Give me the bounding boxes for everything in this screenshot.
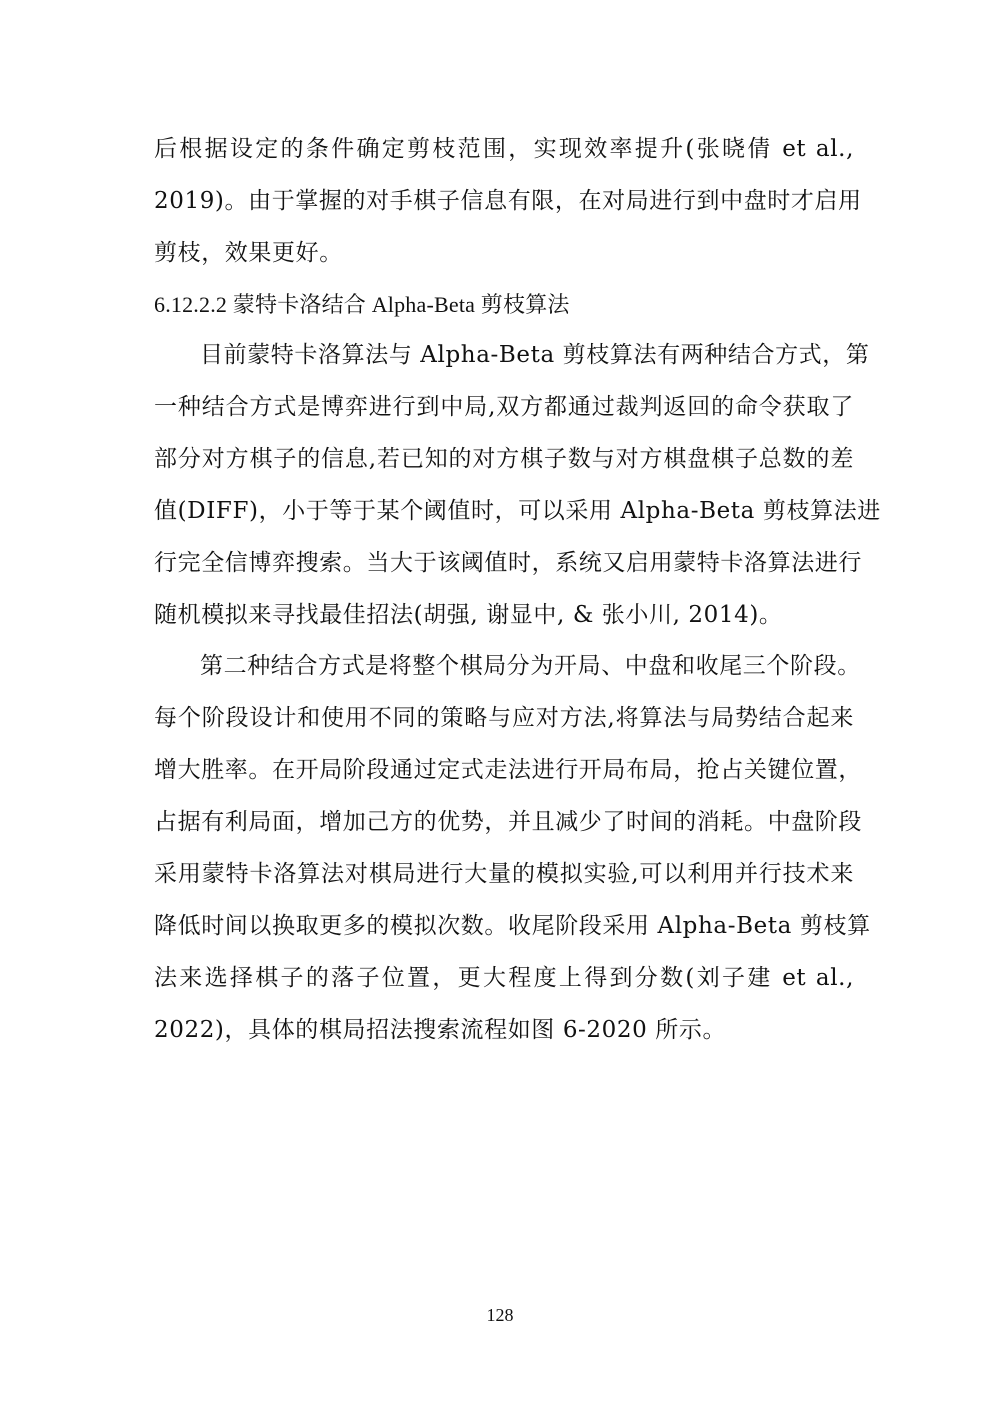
- section-heading: 6.12.2.2 蒙特卡洛结合 Alpha-Beta 剪枝算法: [154, 292, 570, 317]
- paragraph-2-line-3: 增大胜率。在开局阶段通过定式走法进行开局布局，抢占关键位置，: [154, 757, 862, 783]
- paragraph-2-line-2: 每个阶段设计和使用不同的策略与应对方法,将算法与局势结合起来: [154, 705, 854, 731]
- paragraph-1-line-5: 行完全信博弈搜索。当大于该阈值时，系统又启用蒙特卡洛算法进行: [154, 550, 862, 576]
- paragraph-2-line-5: 采用蒙特卡洛算法对棋局进行大量的模拟实验,可以利用并行技术来: [154, 861, 854, 887]
- paragraph-1-line-4: 值(DIFF)，小于等于某个阈值时，可以采用 Alpha-Beta 剪枝算法进: [154, 498, 881, 524]
- paragraph-2-line-1: 第二种结合方式是将整个棋局分为开局、中盘和收尾三个阶段。: [200, 653, 861, 679]
- paragraph-1-line-2: 一种结合方式是博弈进行到中局,双方都通过裁判返回的命令获取了: [154, 394, 854, 420]
- intro-line-2: 2019)。由于掌握的对手棋子信息有限，在对局进行到中盘时才启用: [154, 188, 862, 214]
- intro-line-1: 后根据设定的条件确定剪枝范围，实现效率提升(张晓倩 et al.,: [154, 136, 854, 162]
- page-number: 128: [486, 1305, 514, 1325]
- intro-line-3: 剪枝，效果更好。: [154, 240, 343, 266]
- paragraph-2-line-6: 降低时间以换取更多的模拟次数。收尾阶段采用 Alpha-Beta 剪枝算: [154, 913, 871, 939]
- paragraph-2-line-7: 法来选择棋子的落子位置，更大程度上得到分数(刘子建 et al.,: [154, 965, 854, 991]
- paragraph-1-line-6: 随机模拟来寻找最佳招法(胡强, 谢显中, & 张小川, 2014)。: [154, 602, 783, 628]
- paragraph-1-line-1: 目前蒙特卡洛算法与 Alpha-Beta 剪枝算法有两种结合方式，第: [200, 342, 870, 368]
- paragraph-1-line-3: 部分对方棋子的信息,若已知的对方棋子数与对方棋盘棋子总数的差: [154, 446, 854, 472]
- paragraph-2-line-4: 占据有利局面，增加己方的优势，并且减少了时间的消耗。中盘阶段: [154, 809, 862, 835]
- paragraph-2-line-8: 2022)，具体的棋局招法搜索流程如图 6-2020 所示。: [154, 1017, 727, 1043]
